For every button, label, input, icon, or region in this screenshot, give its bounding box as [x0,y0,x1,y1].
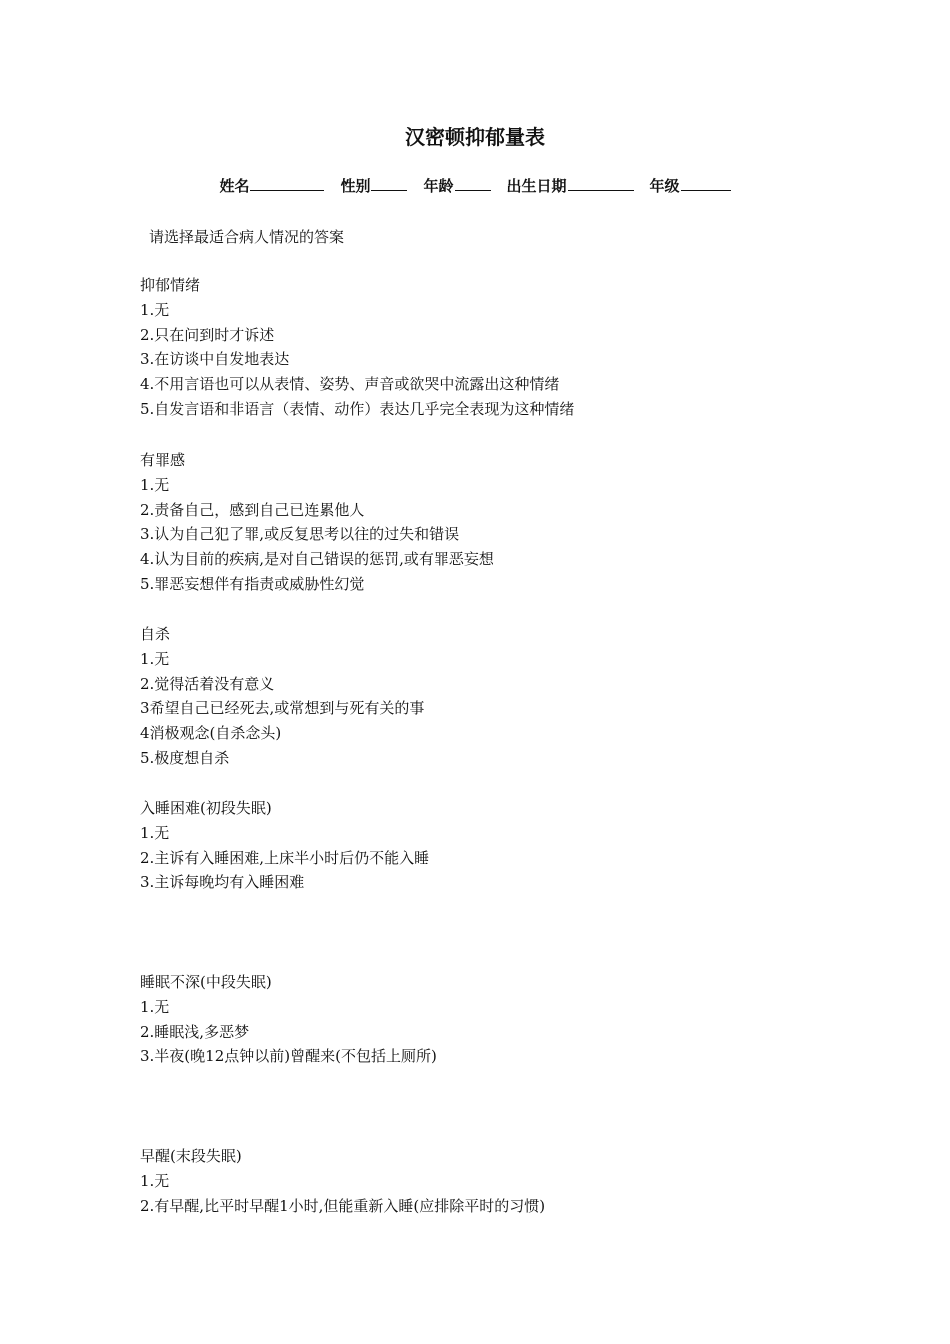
option-item[interactable]: 5.自发言语和非语言（表情、动作）表达几乎完全表现为这种情绪 [140,399,575,418]
instruction-text: 请选择最适合病人情况的答案 [149,228,345,246]
option-item[interactable]: 2.睡眠浅,多恶梦 [140,1022,250,1041]
section-middle-insomnia [140,970,437,1069]
section-heading: 自杀 [140,625,171,643]
option-item[interactable]: 2.有早醒,比平时早醒1小时,但能重新入睡(应排除平时的习惯) [140,1196,546,1215]
option-item[interactable]: 5.极度想自杀 [140,748,230,767]
option-item[interactable]: 3.半夜(晚12点钟以前)曾醒来(不包括上厕所) [140,1047,437,1066]
gender-blank[interactable] [371,175,407,191]
patient-info-row [0,175,950,197]
birth-date-field [507,177,634,195]
section-heading: 睡眠不深(中段失眠) [140,973,272,991]
section-depressed-mood [140,273,574,422]
option-item[interactable]: 4消极观念(自杀念头) [140,724,282,743]
option-item[interactable]: 2.觉得活着没有意义 [140,674,275,693]
option-item[interactable]: 3.主诉每晚均有入睡困难 [140,873,305,892]
section-heading: 抑郁情绪 [140,276,201,294]
section-heading: 入睡困难(初段失眠) [140,799,272,817]
option-item[interactable]: 2.责备自己，感到自己已连累他人 [140,500,365,519]
gender-field [340,177,407,195]
name-label: 姓名 [219,177,250,195]
section-heading: 有罪感 [140,451,186,469]
age-label: 年龄 [423,177,454,195]
grade-blank[interactable] [681,175,731,191]
option-item[interactable]: 1.无 [140,475,170,494]
section-suicide [140,622,424,771]
name-blank[interactable] [250,175,324,191]
option-item[interactable]: 2.主诉有入睡困难,上床半小时后仍不能入睡 [140,848,430,867]
section-guilt [140,448,494,597]
grade-field [650,177,731,195]
page-title: 汉密顿抑郁量表 [405,125,545,149]
gender-label: 性别 [340,177,371,195]
section-late-insomnia [140,1144,545,1218]
birth-date-label: 出生日期 [506,177,567,195]
section-early-insomnia [140,796,429,895]
option-item[interactable]: 3.认为自己犯了罪,或反复思考以往的过失和错误 [140,525,460,544]
grade-label: 年级 [649,177,680,195]
option-item[interactable]: 4.认为目前的疾病,是对自己错误的惩罚,或有罪恶妄想 [140,550,494,569]
option-item[interactable]: 1.无 [140,300,170,319]
age-field [423,177,490,195]
option-item[interactable]: 1.无 [140,1171,170,1190]
option-item[interactable]: 4.不用言语也可以从表情、姿势、声音或欲哭中流露出这种情绪 [140,375,560,394]
option-item[interactable]: 1.无 [140,823,170,842]
birth-date-blank[interactable] [568,175,634,191]
option-item[interactable]: 2.只在问到时才诉述 [140,325,275,344]
name-field [219,177,324,195]
option-item[interactable]: 1.无 [140,649,170,668]
option-item[interactable]: 3希望自己已经死去,或常想到与死有关的事 [140,699,425,718]
option-item[interactable]: 3.在访谈中自发地表达 [140,350,290,369]
option-item[interactable]: 1.无 [140,997,170,1016]
age-blank[interactable] [455,175,491,191]
option-item[interactable]: 5.罪恶妄想伴有指责或威胁性幻觉 [140,574,365,593]
section-heading: 早醒(末段失眠) [140,1147,242,1165]
